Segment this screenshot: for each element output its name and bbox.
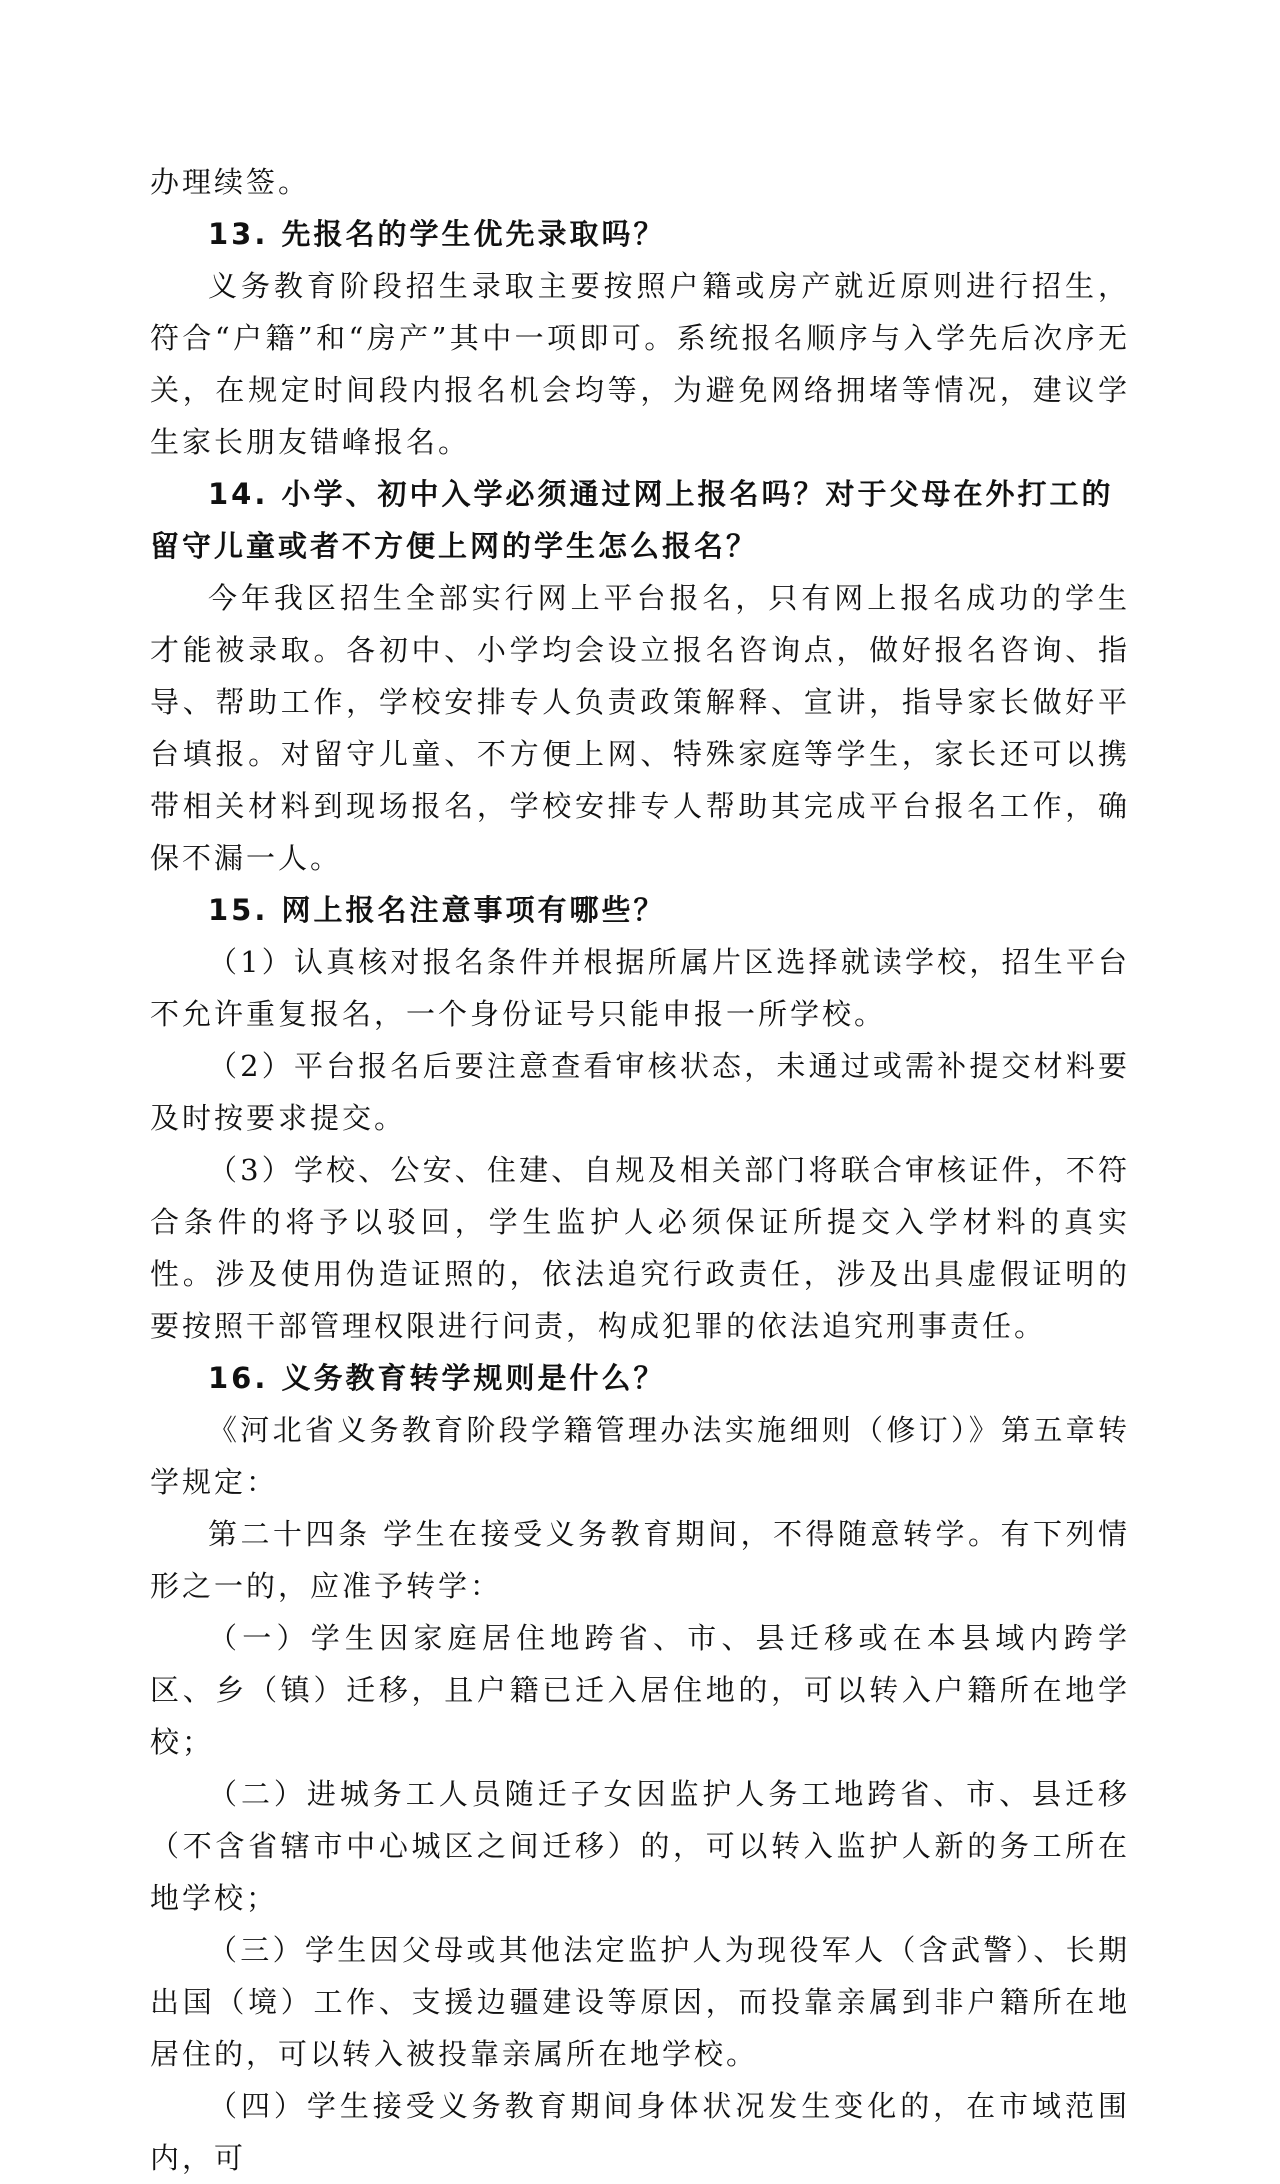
article-24-paragraph: 第二十四条 学生在接受义务教育期间，不得随意转学。有下列情形之一的，应准予转学： [150,1517,1130,1603]
question-16-heading: 16. 义务教育转学规则是什么？ [208,1361,666,1395]
article-24-item-4: （四）学生接受义务教育期间身体状况发生变化的，在市域范围内，可 [150,2089,1130,2175]
article-24-item-3: （三）学生因父母或其他法定监护人为现役军人（含武警）、长期出国（境）工作、支援边疆建设等原因，而投靠亲属到非户籍所在地居住的，可以转入被投靠亲属所在地学校。 [150,1933,1130,2071]
answer-15-item-3: （3）学校、公安、住建、自规及相关部门将联合审核证件，不符合条件的将予以驳回，学生监护人必须保证所提交入学材料的真实性。涉及使用伪造证照的，依法追究行政责任，涉及出具虚假证明的要按照干部管理权限进行问责，构成犯罪的依法追究刑事责任。 [150,1153,1130,1343]
question-14-heading: 14. 小学、初中入学必须通过网上报名吗？对于父母在外打工的留守儿童或者不方便上网的学生怎么报名？ [150,477,1114,563]
document-body [150,156,1130,2184]
answer-16-intro: 《河北省义务教育阶段学籍管理办法实施细则（修订）》第五章转学规定： [150,1413,1130,1499]
answer-13-paragraph: 义务教育阶段招生录取主要按照户籍或房产就近原则进行招生，符合“户籍”和“房产”其中一项即可。系统报名顺序与入学先后次序无关，在规定时间段内报名机会均等，为避免网络拥堵等情况，建议学生家长朋友错峰报名。 [150,269,1130,459]
article-24-item-1: （一）学生因家庭居住地跨省、市、县迁移或在本县域内跨学区、乡（镇）迁移，且户籍已迁入居住地的，可以转入户籍所在地学校； [150,1621,1130,1759]
answer-15-item-2: （2）平台报名后要注意查看审核状态，未通过或需补提交材料要及时按要求提交。 [150,1049,1130,1135]
paragraph-continuation: 办理续签。 [150,165,311,199]
question-15-heading: 15. 网上报名注意事项有哪些？ [208,893,666,927]
answer-15-item-1: （1）认真核对报名条件并根据所属片区选择就读学校，招生平台不允许重复报名，一个身份证号只能申报一所学校。 [150,945,1130,1031]
article-24-item-2: （二）进城务工人员随迁子女因监护人务工地跨省、市、县迁移（不含省辖市中心城区之间迁移）的，可以转入监护人新的务工所在地学校； [150,1777,1130,1915]
answer-14-paragraph: 今年我区招生全部实行网上平台报名，只有网上报名成功的学生才能被录取。各初中、小学均会设立报名咨询点，做好报名咨询、指导、帮助工作，学校安排专人负责政策解释、宣讲，指导家长做好平台填报。对留守儿童、不方便上网、特殊家庭等学生，家长还可以携带相关材料到现场报名，学校安排专人帮助其完成平台报名工作，确保不漏一人。 [150,581,1130,875]
question-13-heading: 13. 先报名的学生优先录取吗？ [208,217,666,251]
